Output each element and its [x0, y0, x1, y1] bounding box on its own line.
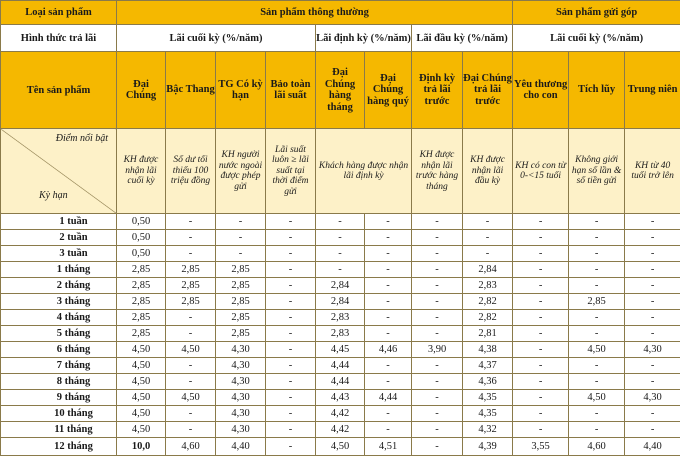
term-label: 2 tuần: [1, 230, 117, 246]
rate-cell: 4,60: [569, 438, 625, 456]
rate-cell: -: [569, 374, 625, 390]
rate-cell: 2,84: [463, 262, 513, 278]
rate-cell: -: [625, 406, 680, 422]
rate-cell: 4,36: [463, 374, 513, 390]
rate-cell: -: [316, 246, 365, 262]
header-diagonal-cell: [1, 129, 117, 214]
rate-cell: 2,85: [117, 310, 166, 326]
rate-cell: -: [166, 406, 216, 422]
rate-cell: -: [569, 230, 625, 246]
rate-cell: -: [412, 438, 463, 456]
rate-cell: -: [166, 214, 216, 230]
rate-cell: -: [266, 230, 316, 246]
rate-cell: -: [216, 214, 266, 230]
rate-cell: 4,44: [316, 374, 365, 390]
rate-cell: 3,55: [513, 438, 569, 456]
rate-cell: 4,30: [216, 406, 266, 422]
product-name-header: Đại Chúng: [117, 52, 166, 129]
header-ten-san-pham: Tên sản phẩm: [1, 52, 117, 129]
product-description: KH được nhận lãi cuối kỳ: [117, 129, 166, 214]
header-lai-cuoi-ky-gop: Lãi cuối kỳ (%/năm): [513, 25, 680, 52]
rate-cell: -: [412, 246, 463, 262]
product-name-header: Đại Chúng hàng tháng: [316, 52, 365, 129]
product-name-header: Đại Chúng hàng quý: [365, 52, 412, 129]
term-label: 12 tháng: [1, 438, 117, 456]
rate-cell: 4,50: [166, 342, 216, 358]
product-description: KH có con từ 0-<15 tuổi: [513, 129, 569, 214]
rate-cell: -: [266, 262, 316, 278]
table-row: [1, 230, 680, 246]
rate-cell: 4,50: [117, 358, 166, 374]
header-ky-han: Kỳ hạn: [39, 190, 68, 201]
rate-cell: 2,82: [463, 294, 513, 310]
rate-cell: 4,44: [365, 390, 412, 406]
rate-cell: -: [216, 246, 266, 262]
rate-cell: 4,50: [569, 342, 625, 358]
rate-cell: -: [513, 246, 569, 262]
rate-cell: -: [513, 326, 569, 342]
rate-cell: -: [625, 278, 680, 294]
rate-cell: -: [569, 246, 625, 262]
rate-cell: -: [412, 406, 463, 422]
rate-cell: 2,83: [316, 310, 365, 326]
header-lai-cuoi-ky: Lãi cuối kỳ (%/năm): [117, 25, 316, 52]
product-name-header: Bậc Thang: [166, 52, 216, 129]
rate-cell: -: [412, 278, 463, 294]
rate-cell: 2,85: [117, 278, 166, 294]
rate-cell: -: [266, 326, 316, 342]
rate-cell: -: [412, 358, 463, 374]
rate-cell: 3,90: [412, 342, 463, 358]
rate-cell: 4,40: [625, 438, 680, 456]
rate-cell: -: [412, 422, 463, 438]
rate-cell: -: [463, 246, 513, 262]
rate-cell: -: [266, 438, 316, 456]
rate-cell: 4,30: [216, 374, 266, 390]
product-name-header: Trung niên: [625, 52, 680, 129]
rate-cell: 4,30: [216, 390, 266, 406]
term-label: 9 tháng: [1, 390, 117, 406]
rate-cell: -: [513, 342, 569, 358]
rate-cell: -: [266, 214, 316, 230]
rate-cell: 4,43: [316, 390, 365, 406]
rate-cell: 2,85: [216, 262, 266, 278]
rate-cell: -: [365, 278, 412, 294]
product-description: KH được nhận lãi trước hàng tháng: [412, 129, 463, 214]
term-label: 5 tháng: [1, 326, 117, 342]
rate-cell: -: [365, 246, 412, 262]
header-lai-dau-ky: Lãi đầu kỳ (%/năm): [412, 25, 513, 52]
rate-cell: 4,50: [117, 342, 166, 358]
rate-cell: -: [625, 230, 680, 246]
rate-cell: -: [216, 230, 266, 246]
rate-cell: -: [625, 358, 680, 374]
rate-cell: 4,50: [117, 422, 166, 438]
product-description: Số dư tối thiểu 100 triệu đồng: [166, 129, 216, 214]
rate-cell: 4,45: [316, 342, 365, 358]
rate-cell: 2,85: [216, 294, 266, 310]
rate-cell: -: [266, 310, 316, 326]
rate-cell: -: [412, 374, 463, 390]
rate-cell: 2,85: [166, 262, 216, 278]
table-row: [1, 326, 680, 342]
rate-cell: -: [166, 246, 216, 262]
table-row: [1, 294, 680, 310]
rate-cell: -: [513, 230, 569, 246]
rate-cell: -: [569, 214, 625, 230]
rate-cell: 4,50: [117, 390, 166, 406]
product-description: Khách hàng được nhận lãi định kỳ: [316, 129, 412, 214]
table-row: [1, 438, 680, 456]
rate-cell: -: [166, 326, 216, 342]
rate-cell: -: [513, 278, 569, 294]
rate-cell: -: [569, 278, 625, 294]
term-label: 8 tháng: [1, 374, 117, 390]
header-diem-noi-bat: Điểm nổi bật: [56, 133, 108, 144]
rate-cell: 2,85: [216, 326, 266, 342]
rate-cell: -: [569, 406, 625, 422]
header-group-gui-gop: Sản phẩm gửi góp: [513, 1, 680, 25]
rate-cell: 4,44: [316, 358, 365, 374]
table-row: [1, 422, 680, 438]
rate-cell: -: [166, 374, 216, 390]
rate-cell: -: [412, 310, 463, 326]
term-label: 2 tháng: [1, 278, 117, 294]
table-row: [1, 246, 680, 262]
rate-cell: 4,30: [625, 390, 680, 406]
rate-cell: -: [316, 262, 365, 278]
rate-cell: -: [365, 406, 412, 422]
table-row: [1, 262, 680, 278]
product-description: KH từ 40 tuổi trở lên: [625, 129, 680, 214]
rate-cell: -: [625, 326, 680, 342]
rate-cell: -: [266, 294, 316, 310]
product-name-header: TG Có kỳ hạn: [216, 52, 266, 129]
rate-cell: 4,42: [316, 422, 365, 438]
rate-cell: 4,30: [625, 342, 680, 358]
rate-cell: -: [513, 374, 569, 390]
rate-cell: 0,50: [117, 214, 166, 230]
rate-cell: 4,30: [216, 342, 266, 358]
rate-cell: -: [365, 326, 412, 342]
rate-cell: -: [365, 374, 412, 390]
table-row: [1, 358, 680, 374]
rate-cell: 2,83: [316, 326, 365, 342]
rate-cell: -: [266, 246, 316, 262]
rate-cell: -: [412, 230, 463, 246]
rate-cell: 2,85: [166, 278, 216, 294]
rate-cell: 4,46: [365, 342, 412, 358]
rate-cell: 4,40: [216, 438, 266, 456]
rate-cell: 4,35: [463, 406, 513, 422]
rate-cell: -: [625, 294, 680, 310]
table-row: [1, 278, 680, 294]
rate-cell: -: [365, 358, 412, 374]
rate-cell: -: [166, 422, 216, 438]
rate-cell: 4,42: [316, 406, 365, 422]
rate-cell: 2,84: [316, 294, 365, 310]
rate-cell: 4,32: [463, 422, 513, 438]
product-name-header: Tích lũy: [569, 52, 625, 129]
rate-cell: 4,50: [117, 374, 166, 390]
rate-cell: 4,37: [463, 358, 513, 374]
rate-cell: -: [412, 214, 463, 230]
rate-cell: 0,50: [117, 246, 166, 262]
rate-cell: -: [513, 390, 569, 406]
table-row: [1, 390, 680, 406]
rate-cell: 4,50: [316, 438, 365, 456]
term-label: 3 tuần: [1, 246, 117, 262]
rate-cell: 10,0: [117, 438, 166, 456]
rate-cell: 2,85: [216, 310, 266, 326]
product-name-header: Bảo toàn lãi suất: [266, 52, 316, 129]
rate-cell: -: [412, 390, 463, 406]
rate-cell: -: [412, 326, 463, 342]
rate-cell: -: [266, 406, 316, 422]
rate-cell: -: [625, 374, 680, 390]
rate-cell: -: [266, 358, 316, 374]
table-row: [1, 310, 680, 326]
table-row: [1, 406, 680, 422]
rate-cell: 4,30: [216, 422, 266, 438]
rate-cell: -: [365, 230, 412, 246]
rate-cell: 0,50: [117, 230, 166, 246]
table-row: [1, 374, 680, 390]
term-label: 1 tháng: [1, 262, 117, 278]
rate-cell: 4,30: [216, 358, 266, 374]
rate-cell: -: [463, 230, 513, 246]
header-group-thong-thuong: Sản phẩm thông thường: [117, 1, 513, 25]
rate-cell: 4,51: [365, 438, 412, 456]
rate-cell: -: [412, 262, 463, 278]
rate-cell: -: [316, 214, 365, 230]
rate-cell: -: [266, 342, 316, 358]
rate-cell: -: [365, 422, 412, 438]
rate-cell: -: [513, 310, 569, 326]
rate-cell: -: [365, 310, 412, 326]
rate-cell: -: [625, 422, 680, 438]
term-label: 3 tháng: [1, 294, 117, 310]
rate-cell: -: [569, 422, 625, 438]
rate-cell: -: [625, 246, 680, 262]
rate-cell: -: [316, 230, 365, 246]
product-name-header: Đại Chúng trả lãi trước: [463, 52, 513, 129]
product-description: Không giới hạn số lần & số tiền gửi: [569, 129, 625, 214]
product-description: Lãi suất luôn ≥ lãi suất tại thời điểm gửi: [266, 129, 316, 214]
rate-cell: -: [513, 422, 569, 438]
rate-cell: 2,85: [166, 294, 216, 310]
term-label: 11 tháng: [1, 422, 117, 438]
table-row: [1, 214, 680, 230]
table-row: [1, 342, 680, 358]
rate-cell: 4,50: [117, 406, 166, 422]
rate-cell: -: [166, 310, 216, 326]
header-loai-san-pham: Loại sản phẩm: [1, 1, 117, 25]
rate-cell: 2,82: [463, 310, 513, 326]
rate-cell: 4,39: [463, 438, 513, 456]
rate-cell: 2,85: [216, 278, 266, 294]
rate-cell: 2,85: [117, 294, 166, 310]
product-name-header: Yêu thương cho con: [513, 52, 569, 129]
rate-cell: -: [513, 358, 569, 374]
rate-cell: -: [569, 358, 625, 374]
rate-cell: -: [266, 422, 316, 438]
rate-cell: -: [513, 214, 569, 230]
rate-cell: -: [569, 262, 625, 278]
rate-cell: -: [569, 326, 625, 342]
rate-cell: -: [569, 310, 625, 326]
rate-cell: 2,85: [117, 262, 166, 278]
term-label: 7 tháng: [1, 358, 117, 374]
rate-cell: -: [412, 294, 463, 310]
header-lai-dinh-ky: Lãi định kỳ (%/năm): [316, 25, 412, 52]
rate-cell: 2,85: [117, 326, 166, 342]
term-label: 4 tháng: [1, 310, 117, 326]
rate-cell: 4,50: [166, 390, 216, 406]
rate-cell: -: [166, 358, 216, 374]
rate-cell: 2,84: [316, 278, 365, 294]
rate-cell: -: [625, 262, 680, 278]
rate-cell: -: [463, 214, 513, 230]
rate-cell: -: [166, 230, 216, 246]
product-description: KH người nước ngoài được phép gửi: [216, 129, 266, 214]
term-label: 1 tuần: [1, 214, 117, 230]
rate-cell: -: [266, 278, 316, 294]
rate-cell: -: [513, 406, 569, 422]
rate-cell: -: [365, 214, 412, 230]
rate-rows: [1, 214, 680, 456]
rate-cell: -: [625, 310, 680, 326]
rate-cell: -: [266, 390, 316, 406]
rate-cell: -: [513, 262, 569, 278]
product-description: KH được nhận lãi đầu kỳ: [463, 129, 513, 214]
rate-cell: 2,83: [463, 278, 513, 294]
rate-cell: -: [365, 294, 412, 310]
rate-cell: 2,85: [569, 294, 625, 310]
rate-cell: -: [365, 262, 412, 278]
rate-cell: -: [513, 294, 569, 310]
header-hinh-thuc: Hình thức trả lãi: [1, 25, 117, 52]
rate-cell: -: [266, 374, 316, 390]
rate-cell: 4,38: [463, 342, 513, 358]
term-label: 10 tháng: [1, 406, 117, 422]
rate-cell: 4,50: [569, 390, 625, 406]
rate-cell: 4,60: [166, 438, 216, 456]
rate-cell: 2,81: [463, 326, 513, 342]
product-name-header: Định kỳ trả lãi trước: [412, 52, 463, 129]
term-label: 6 tháng: [1, 342, 117, 358]
rate-cell: 4,35: [463, 390, 513, 406]
rate-cell: -: [625, 214, 680, 230]
